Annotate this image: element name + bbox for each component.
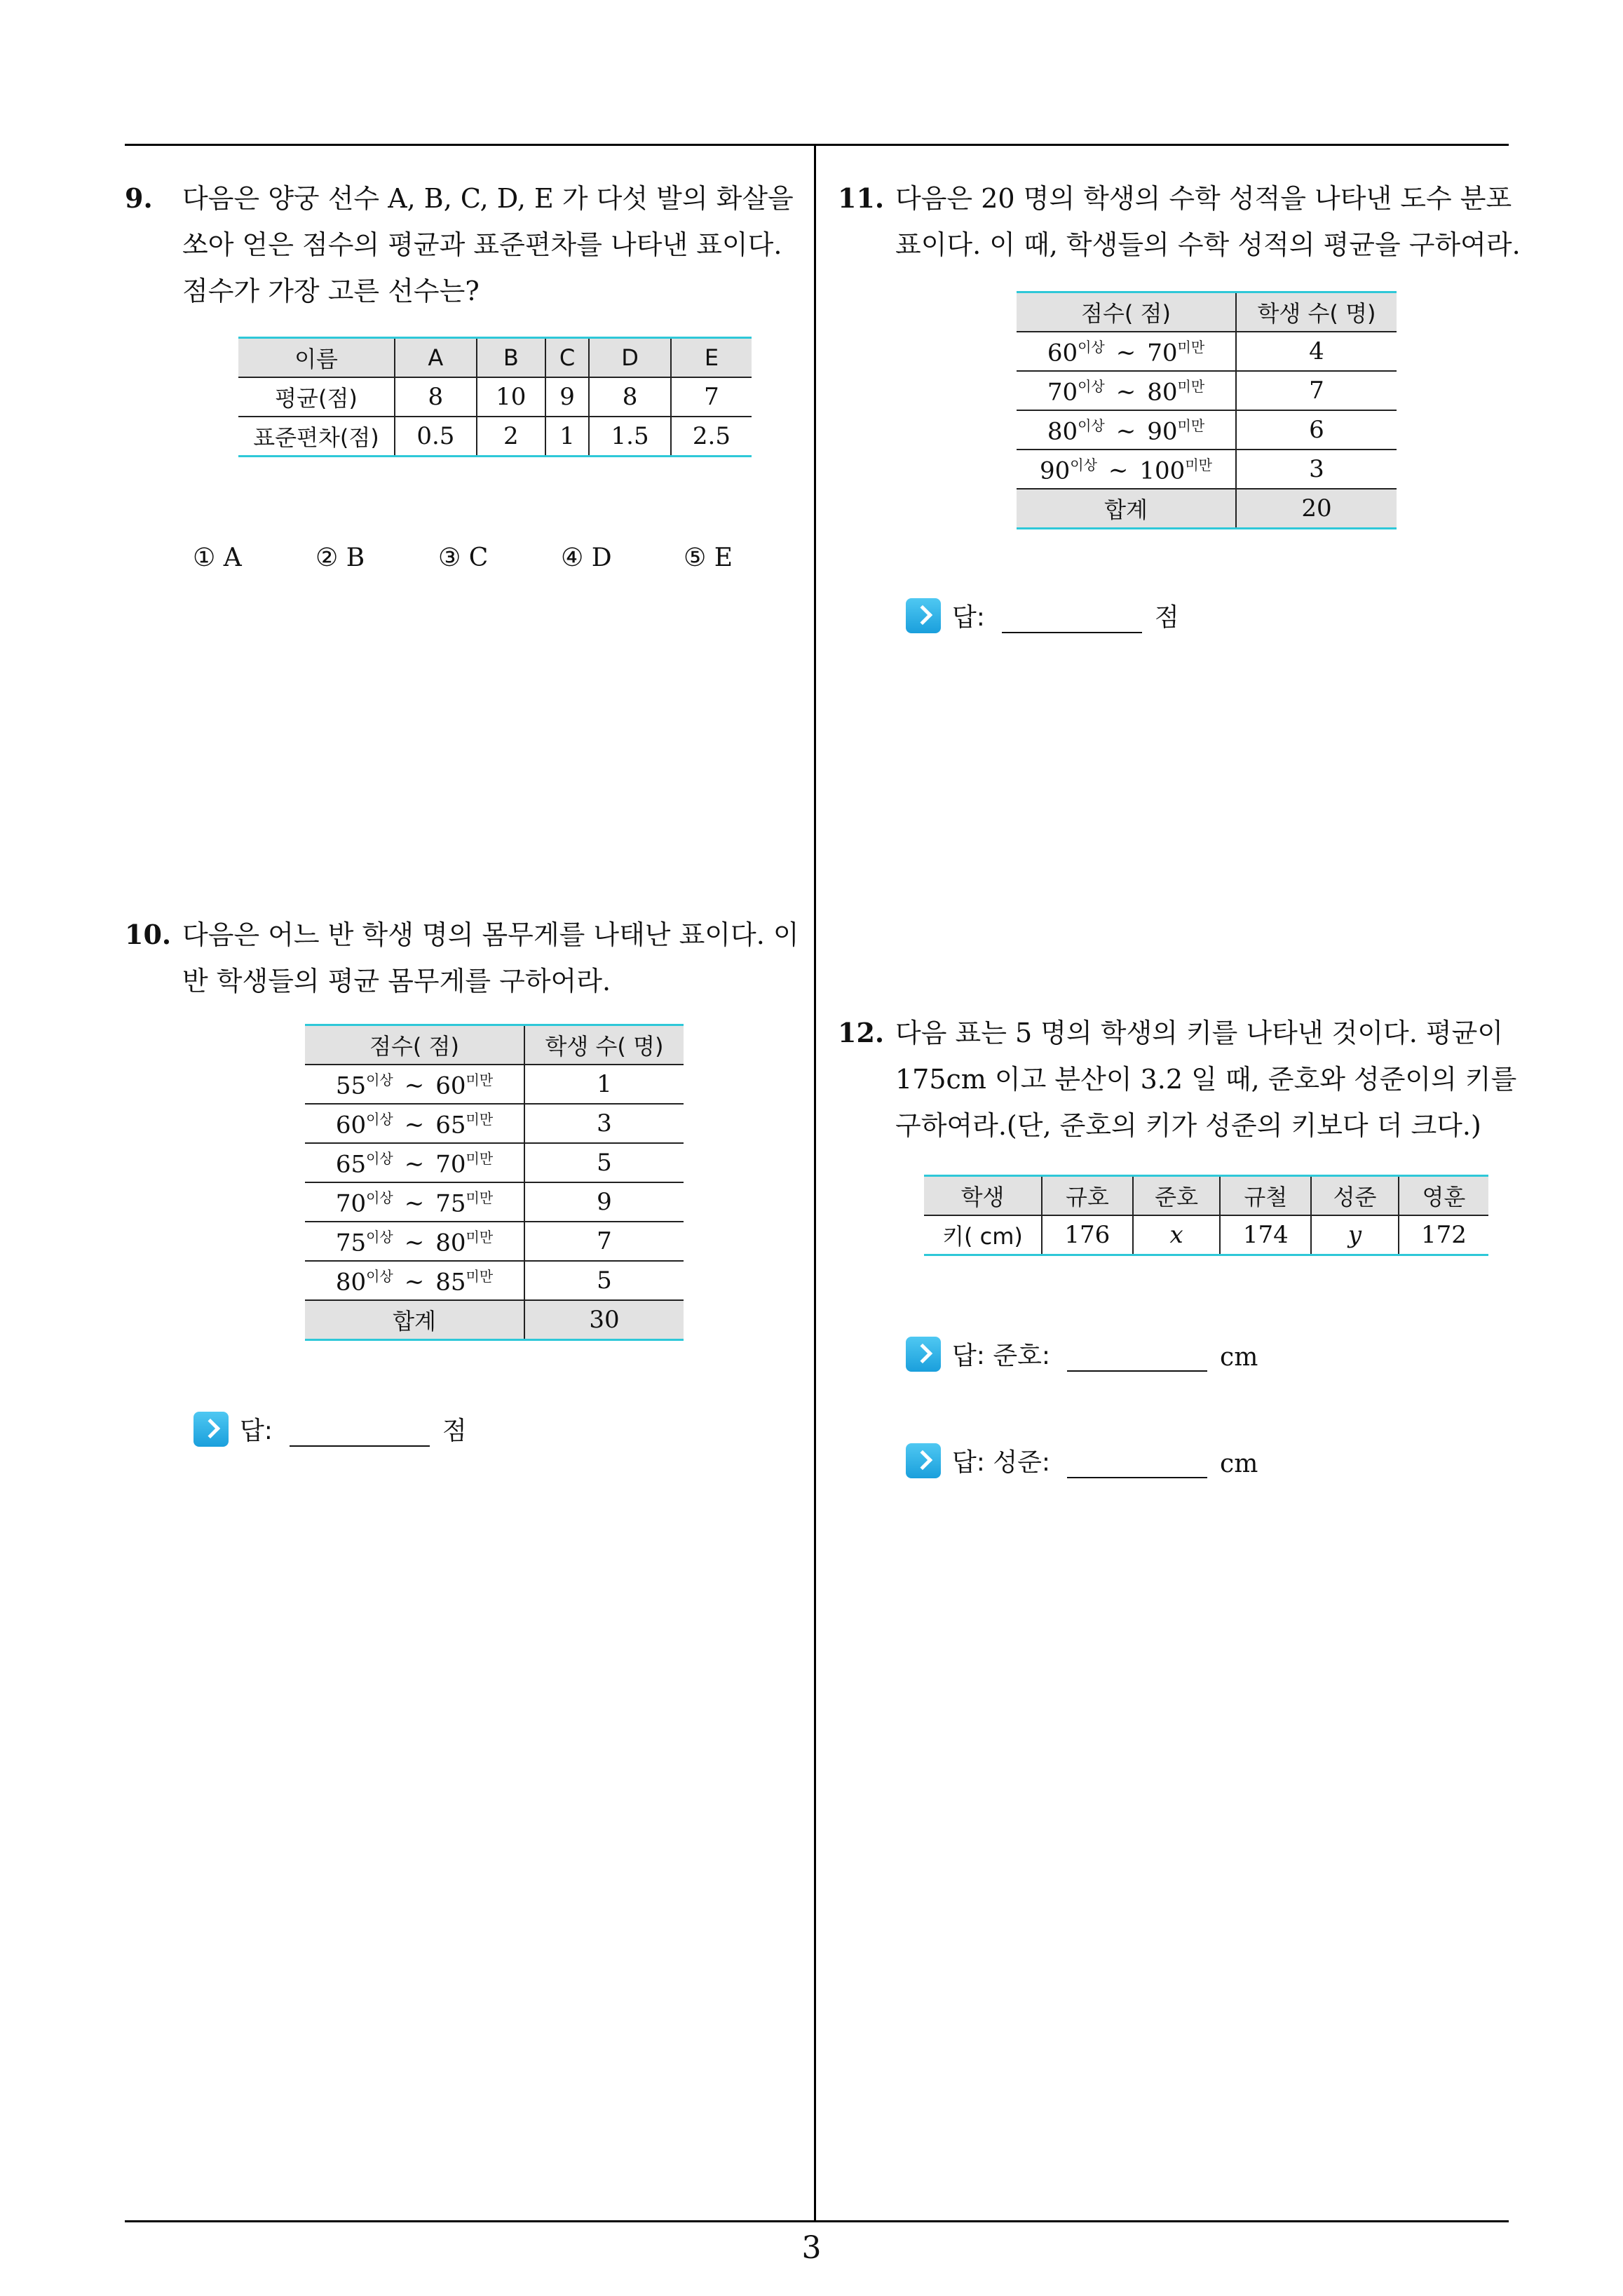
bottom-rule xyxy=(125,2220,1509,2222)
total-label: 합계 xyxy=(1017,489,1236,529)
question-line: 다음은 20 명의 학생의 수학 성적을 나타낸 도수 분포 xyxy=(895,183,1512,214)
choice-1[interactable]: ① A xyxy=(193,543,242,572)
table-header-cell: A xyxy=(395,338,477,378)
table-cell: y xyxy=(1311,1215,1399,1255)
question-12 xyxy=(838,1010,1517,1149)
question-text xyxy=(182,912,799,1004)
question-text xyxy=(182,175,798,314)
table-row xyxy=(305,1104,684,1143)
question-11 xyxy=(838,175,1521,268)
table-cell: 1 xyxy=(545,417,589,457)
table-header-cell: 규철 xyxy=(1220,1176,1311,1216)
question-text xyxy=(895,1010,1516,1149)
question-number: 12. xyxy=(838,1017,885,1048)
question-line: 반 학생들의 평균 몸무게를 구하어라. xyxy=(182,966,611,997)
range-cell: $80^{이상}$ ∼ $85^{미만}$ xyxy=(305,1261,524,1300)
total-row xyxy=(305,1300,684,1340)
table-header-cell: D xyxy=(589,338,671,378)
question-9 xyxy=(125,175,798,314)
question-number: 10. xyxy=(125,919,172,950)
q9-choices xyxy=(193,543,806,572)
q11-answer xyxy=(906,597,1179,633)
table-cell: 10 xyxy=(477,377,545,417)
choice-3[interactable]: ③ C xyxy=(438,543,489,572)
table-cell: 174 xyxy=(1220,1215,1311,1255)
range-cell: $70^{이상}$ ∼ $80^{미만}$ xyxy=(1017,371,1236,410)
chevron-right-icon xyxy=(906,1337,941,1372)
table-cell: 7 xyxy=(671,377,752,417)
table-cell: 8 xyxy=(589,377,671,417)
answer-label: 답: xyxy=(952,603,985,632)
q11-table xyxy=(1017,291,1397,529)
q12-table xyxy=(924,1175,1488,1256)
count-cell: 9 xyxy=(524,1182,684,1222)
table-header-cell: 학생 수( 명) xyxy=(524,1025,684,1065)
table-row xyxy=(238,417,752,457)
count-cell: 3 xyxy=(1236,450,1397,489)
table-row xyxy=(305,1143,684,1182)
page-number: 3 xyxy=(801,2230,822,2266)
question-line: 다음은 양궁 선수 A, B, C, D, E 가 다섯 발의 화살을 xyxy=(182,183,794,214)
table-cell: 8 xyxy=(395,377,477,417)
question-line: 다음은 어느 반 학생 명의 몸무게를 나태난 표이다. 이 xyxy=(182,919,799,950)
table-row xyxy=(305,1182,684,1222)
table-header-cell: 성준 xyxy=(1311,1176,1399,1216)
table-cell: 0.5 xyxy=(395,417,477,457)
table-header-cell: 학생 xyxy=(924,1176,1042,1216)
choice-2[interactable]: ② B xyxy=(315,543,365,572)
chevron-right-icon xyxy=(906,1443,941,1478)
answer-unit: cm xyxy=(1220,1450,1258,1478)
table-header-cell: B xyxy=(477,338,545,378)
q9-table xyxy=(238,337,752,457)
question-number: 11. xyxy=(838,182,885,214)
table-cell: 1.5 xyxy=(589,417,671,457)
table-header-cell: 영훈 xyxy=(1399,1176,1488,1216)
answer-blank[interactable] xyxy=(1067,1339,1207,1372)
table-row xyxy=(1017,371,1397,410)
total-label: 합계 xyxy=(305,1300,524,1340)
q12-answer-1 xyxy=(906,1336,1258,1372)
table-row xyxy=(305,1065,684,1104)
answer-blank[interactable] xyxy=(1067,1446,1207,1478)
table-row xyxy=(305,1261,684,1300)
table-header-cell: 준호 xyxy=(1133,1176,1221,1216)
answer-unit: 점 xyxy=(1154,603,1179,632)
q10-table xyxy=(305,1024,684,1341)
table-row xyxy=(1017,332,1397,371)
row-label: 키( cm) xyxy=(924,1215,1042,1255)
table-header-cell: 점수( 점) xyxy=(305,1025,524,1065)
question-line: 쏘아 얻은 점수의 평균과 표준편차를 나타낸 표이다. xyxy=(182,229,782,260)
answer-blank[interactable] xyxy=(1002,601,1142,633)
table-row xyxy=(1017,410,1397,450)
q10-answer xyxy=(193,1411,467,1447)
count-cell: 7 xyxy=(524,1222,684,1261)
table-cell: 2.5 xyxy=(671,417,752,457)
range-cell: $70^{이상}$ ∼ $75^{미만}$ xyxy=(305,1182,524,1222)
range-cell: $60^{이상}$ ∼ $70^{미만}$ xyxy=(1017,332,1236,371)
question-line: 다음 표는 5 명의 학생의 키를 나타낸 것이다. 평균이 xyxy=(895,1018,1504,1048)
count-cell: 7 xyxy=(1236,371,1397,410)
range-cell: $55^{이상}$ ∼ $60^{미만}$ xyxy=(305,1065,524,1104)
count-cell: 1 xyxy=(524,1065,684,1104)
question-text xyxy=(895,175,1521,268)
range-cell: $75^{이상}$ ∼ $80^{미만}$ xyxy=(305,1222,524,1261)
row-label: 평균(점) xyxy=(238,377,395,417)
answer-label: 답: 성준: xyxy=(952,1448,1051,1477)
answer-blank[interactable] xyxy=(290,1414,430,1447)
chevron-right-icon xyxy=(906,598,941,633)
table-header-cell: E xyxy=(671,338,752,378)
count-cell: 3 xyxy=(524,1104,684,1143)
range-cell: $65^{이상}$ ∼ $70^{미만}$ xyxy=(305,1143,524,1182)
top-rule xyxy=(125,144,1509,146)
range-cell: $90^{이상}$ ∼ $100^{미만}$ xyxy=(1017,450,1236,489)
chevron-right-icon xyxy=(193,1412,229,1447)
row-label: 표준편차(점) xyxy=(238,417,395,457)
table-row xyxy=(238,377,752,417)
question-line: 표이다. 이 때, 학생들의 수학 성적의 평균을 구하여라. xyxy=(895,229,1521,260)
table-cell: 2 xyxy=(477,417,545,457)
range-cell: $80^{이상}$ ∼ $90^{미만}$ xyxy=(1017,410,1236,450)
choice-5[interactable]: ⑤ E xyxy=(684,543,733,572)
question-line: 175cm 이고 분산이 3.2 일 때, 준호와 성준이의 키를 xyxy=(895,1064,1517,1095)
count-cell: 6 xyxy=(1236,410,1397,450)
table-cell: x xyxy=(1133,1215,1221,1255)
table-header-cell: 점수( 점) xyxy=(1017,292,1236,332)
table-row xyxy=(305,1222,684,1261)
column-divider xyxy=(814,144,816,2222)
count-cell: 5 xyxy=(524,1143,684,1182)
table-header-cell: 학생 수( 명) xyxy=(1236,292,1397,332)
question-line: 점수가 가장 고른 선수는? xyxy=(182,276,480,306)
answer-unit: cm xyxy=(1220,1343,1258,1372)
count-cell: 4 xyxy=(1236,332,1397,371)
total-value: 30 xyxy=(524,1300,684,1340)
answer-label: 답: xyxy=(240,1417,273,1445)
question-number: 9. xyxy=(125,182,153,214)
table-row xyxy=(924,1215,1488,1255)
table-header-cell: 규호 xyxy=(1042,1176,1133,1216)
table-row xyxy=(1017,450,1397,489)
count-cell: 5 xyxy=(524,1261,684,1300)
answer-unit: 점 xyxy=(442,1417,467,1445)
table-cell: 176 xyxy=(1042,1215,1133,1255)
total-value: 20 xyxy=(1236,489,1397,529)
question-10 xyxy=(125,912,798,1004)
q12-answer-2 xyxy=(906,1443,1258,1478)
question-line: 구하여라.(단, 준호의 키가 성준의 키보다 더 크다.) xyxy=(895,1110,1481,1141)
choice-4[interactable]: ④ D xyxy=(561,543,612,572)
answer-label: 답: 준호: xyxy=(952,1342,1051,1370)
table-header-cell: 이름 xyxy=(238,338,395,378)
range-cell: $60^{이상}$ ∼ $65^{미만}$ xyxy=(305,1104,524,1143)
table-cell: 172 xyxy=(1399,1215,1488,1255)
table-cell: 9 xyxy=(545,377,589,417)
total-row xyxy=(1017,489,1397,529)
table-header-cell: C xyxy=(545,338,589,378)
